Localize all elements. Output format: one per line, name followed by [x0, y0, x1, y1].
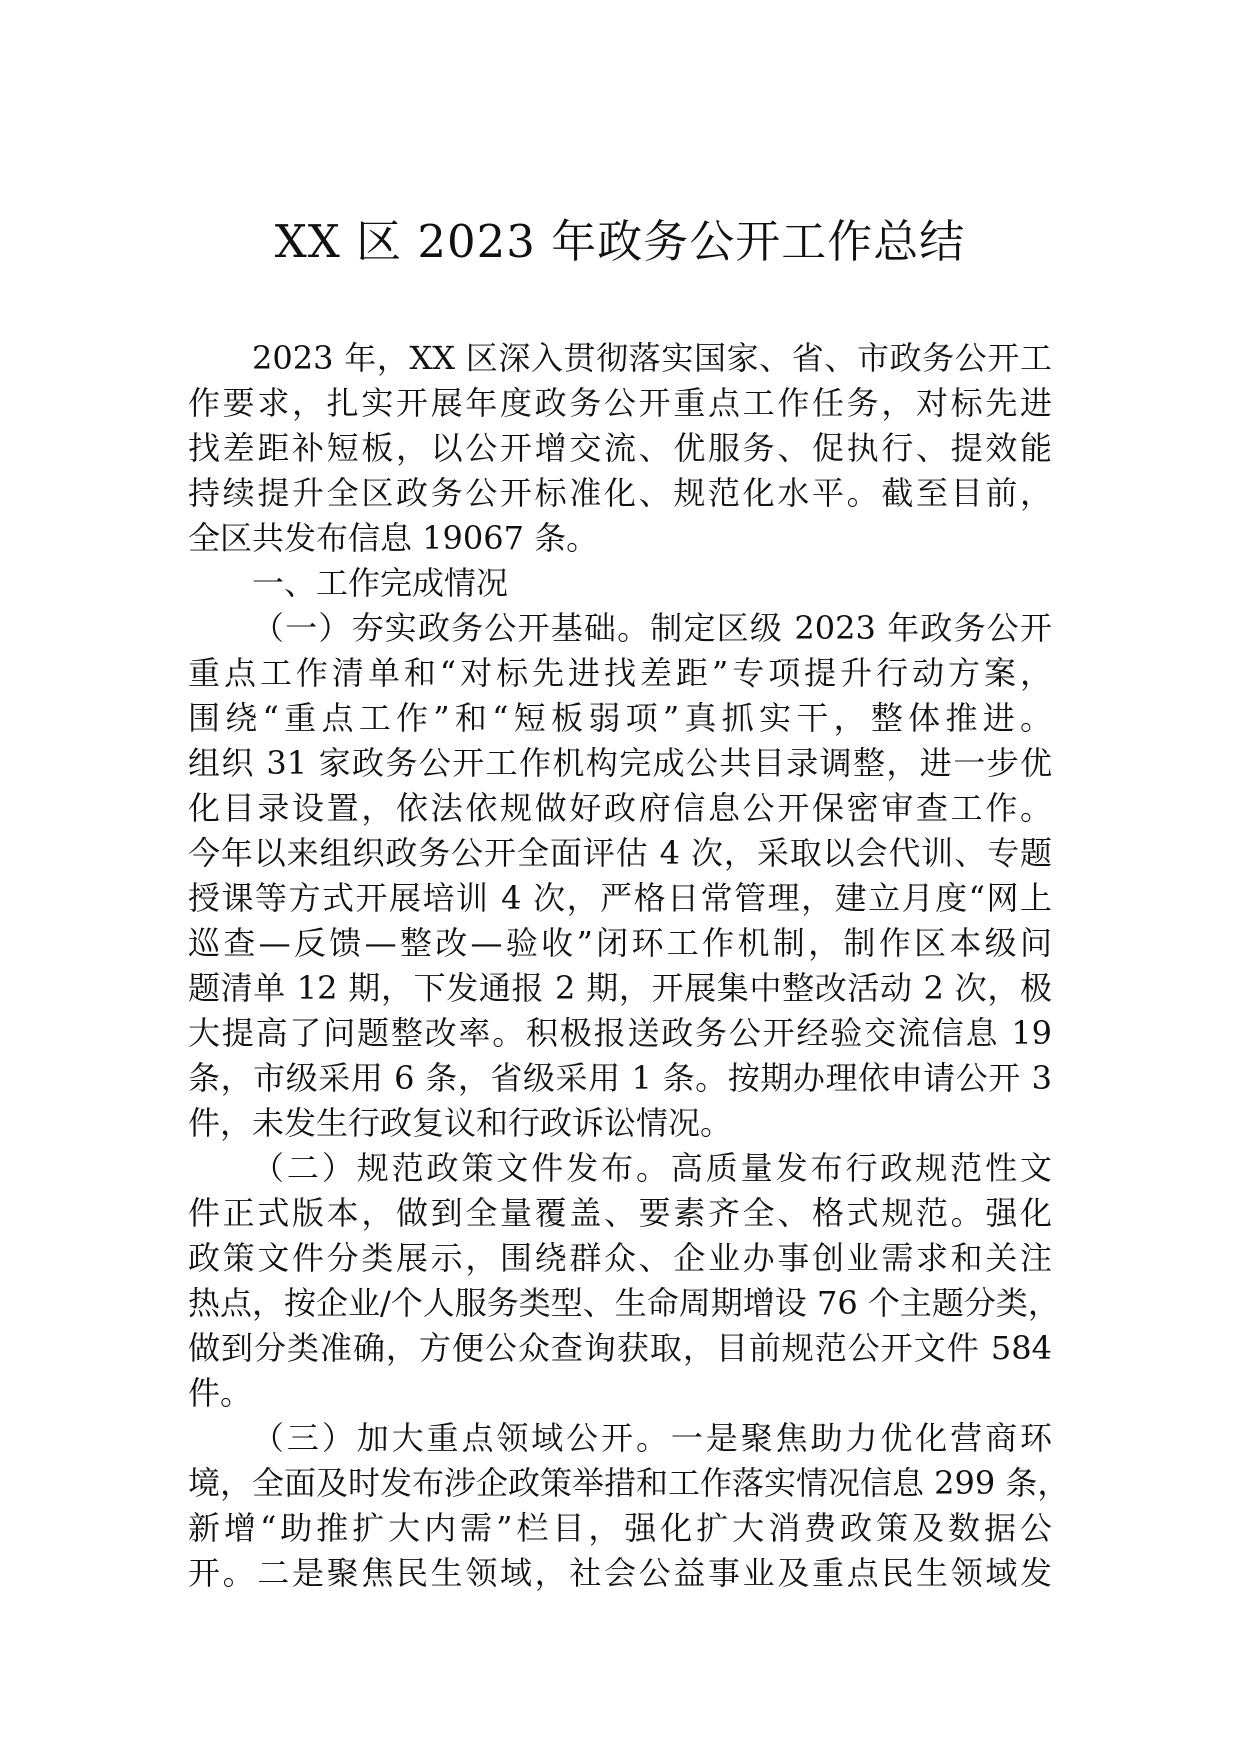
document-line: 热点，按企业/个人服务类型、生命周期增设 76 个主题分类，: [188, 1284, 1060, 1322]
document-body: [188, 336, 1070, 1596]
document-line: 今年以来组织政务公开全面评估 4 次，采取以会代训、专题: [188, 834, 1052, 872]
document-line: 条，市级采用 6 条，省级采用 1 条。按期办理依申请公开 3: [188, 1059, 1052, 1097]
document-line: 组织 31 家政务公开工作机构完成公共目录调整，进一步优: [188, 744, 1052, 782]
document-line: 件正式版本，做到全量覆盖、要素齐全、格式规范。强化: [188, 1194, 1052, 1232]
document-line: 境，全面及时发布涉企政策举措和工作落实情况信息 299 条，: [188, 1464, 1070, 1502]
document-line: 开。二是聚焦民生领域，社会公益事业及重点民生领域发: [188, 1554, 1052, 1592]
document-line: 新增“助推扩大内需”栏目，强化扩大消费政策及数据公: [188, 1509, 1052, 1547]
document-line: 2023 年，XX 区深入贯彻落实国家、省、市政务公开工: [252, 339, 1052, 377]
document-line: 授课等方式开展培训 4 次，严格日常管理，建立月度“网上: [188, 879, 1052, 917]
document-line: 政策文件分类展示，围绕群众、企业办事创业需求和关注: [188, 1239, 1052, 1277]
document-line: 重点工作清单和“对标先进找差距”专项提升行动方案，: [188, 654, 1052, 692]
document-line: （一）夯实政务公开基础。制定区级 2023 年政务公开: [252, 609, 1052, 647]
document-title: XX 区 2023 年政务公开工作总结: [274, 215, 966, 268]
document-line: 做到分类准确，方便公众查询获取，目前规范公开文件 584: [188, 1329, 1052, 1367]
document-line: 全区共发布信息 19067 条。: [188, 519, 599, 557]
document-line: 围绕“重点工作”和“短板弱项”真抓实干，整体推进。: [188, 699, 1052, 737]
document-line: （二）规范政策文件发布。高质量发布行政规范性文: [252, 1149, 1052, 1187]
document-line: 持续提升全区政务公开标准化、规范化水平。截至目前，: [188, 474, 1052, 512]
document-line: （三）加大重点领域公开。一是聚焦助力优化营商环: [252, 1419, 1052, 1457]
document-line: 题清单 12 期，下发通报 2 期，开展集中整改活动 2 次，极: [188, 969, 1052, 1007]
document-line: 件。: [188, 1374, 253, 1412]
document-line: 作要求，扎实开展年度政务公开重点工作任务，对标先进: [188, 384, 1052, 422]
document-line: 巡查—反馈—整改—验收”闭环工作机制，制作区本级问: [188, 924, 1052, 962]
document-line: 大提高了问题整改率。积极报送政务公开经验交流信息 19: [188, 1014, 1052, 1052]
document-line: 件，未发生行政复议和行政诉讼情况。: [188, 1104, 733, 1142]
document-line: 找差距补短板，以公开增交流、优服务、促执行、提效能: [188, 429, 1052, 467]
document-line: 一、工作完成情况: [252, 564, 509, 602]
document-line: 化目录设置，依法依规做好政府信息公开保密审查工作。: [188, 789, 1052, 827]
